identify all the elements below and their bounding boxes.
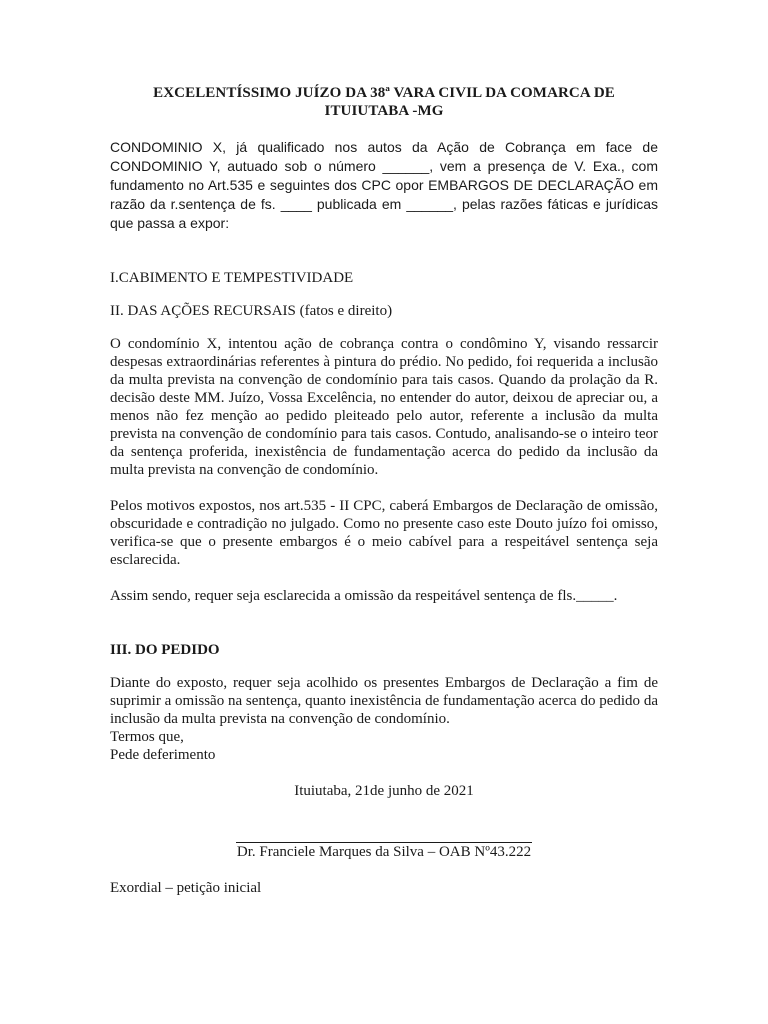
title-line-1: EXCELENTÍSSIMO JUÍZO DA 38ª VARA CIVIL DA COMARCA DE — [153, 85, 615, 101]
title-line-2: ITUIUTABA -MG — [324, 103, 444, 119]
intro-text-c: em razão da r.sentença de fs. ____ publicada em ______, pelas razões fáticas e jurídicas que passa a expor: — [110, 177, 658, 231]
intro-text-a: CONDOMINIO X, já qualificado nos autos da Ação de Cobrança em face de CONDOMINIO Y, autuado sob o número ______, vem a presença de V. Exa., com fundamento no Art.535 e seguintes dos CPC opor — [110, 139, 658, 193]
intro-paragraph — [110, 138, 658, 233]
signature-name: Dr. Franciele Marques da Silva – OAB Nº43.222 — [236, 844, 532, 860]
paragraph-motives: Pelos motivos expostos, nos art.535 - II CPC, caberá Embargos de Declaração de omissão, obscuridade e contradição no julgado. Como no presente caso este Douto juízo foi omisso, verifica-se que o presente embargos é o meio cabível para a respeitável sentença seja esclarecida. — [110, 498, 658, 568]
section-3-heading: III. DO PEDIDO — [110, 642, 220, 658]
paragraph-request: Diante do exposto, requer seja acolhido os presentes Embargos de Declaração a fim de suprimir a omissão na sentença, quanto inexistência de fundamentação acerca do pedido da inclusão da multa prevista na convenção de condomínio. — [110, 675, 658, 727]
section-2-heading: II. DAS AÇÕES RECURSAIS (fatos e direito) — [110, 303, 393, 319]
document-title — [110, 84, 658, 120]
closing-terms: Termos que, — [110, 729, 184, 745]
paragraph-facts: O condomínio X, intentou ação de cobrança contra o condômino Y, visando ressarcir despesas extraordinárias referentes à pintura do prédio. No pedido, foi requerida a inclusão da multa prevista na convenção de condomínio para tais casos. Quando da prolação da R. decisão deste MM. Juízo, Vossa Excelência, no entender do autor, deixou de apreciar ou, a menos não fez menção ao pedido pleiteado pelo autor, referente a inclusão da multa prevista na convenção de condomínio para tais casos. Contudo, analisando-se o inteiro teor da sentença proferida, inexistência de fundamentação acerca do pedido da inclusão da multa prevista na convenção de condomínio. — [110, 336, 658, 478]
footer-note: Exordial – petição inicial — [110, 880, 262, 896]
paragraph-request-clarification: Assim sendo, requer seja esclarecida a omissão da respeitável sentença de fls._____. — [110, 588, 618, 604]
document-page — [110, 84, 658, 897]
closing-deferment: Pede deferimento — [110, 747, 216, 763]
place-date: Ituiutaba, 21de junho de 2021 — [294, 783, 474, 799]
section-1-heading: I.CABIMENTO E TEMPESTIVIDADE — [110, 270, 354, 286]
intro-text-b: EMBARGOS DE DECLARAÇÃO — [428, 177, 634, 193]
